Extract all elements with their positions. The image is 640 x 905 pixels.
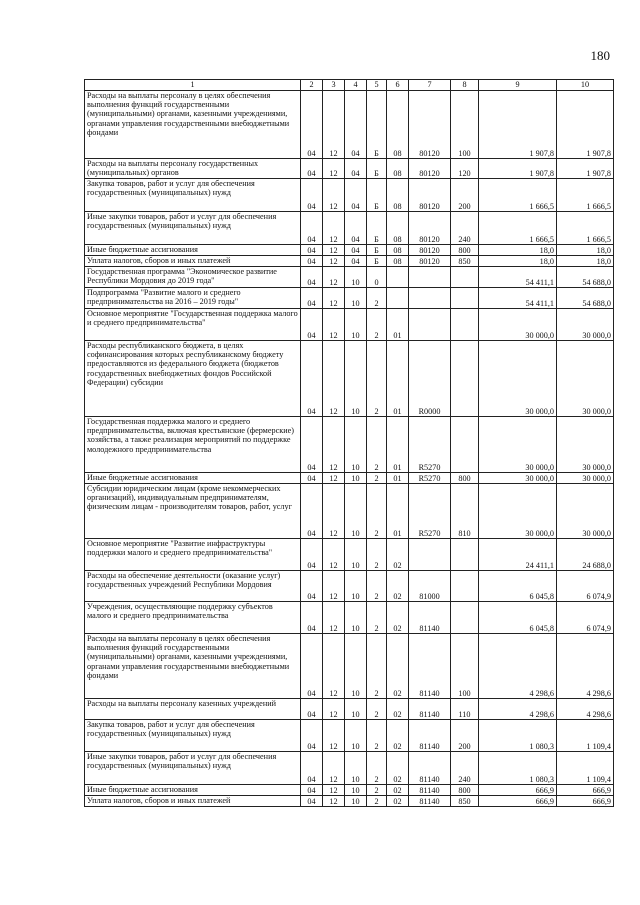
row-name-cell: Уплата налогов, сборов и иных платежей xyxy=(85,796,301,807)
table-row xyxy=(85,785,614,796)
row-value-cell: 04 xyxy=(301,634,323,699)
row-value-cell: 12 xyxy=(323,267,345,288)
table-row xyxy=(85,473,614,484)
table-row xyxy=(85,256,614,267)
row-value-cell: 10 xyxy=(345,484,367,539)
row-name-cell: Государственная поддержка малого и среднего предпринимательства, включая крестьянские (фермерские) хозяйства, а также реализация мероприятий по поддержке молодежного предпринимательства xyxy=(85,417,301,473)
row-value-cell: 04 xyxy=(301,341,323,417)
row-value-cell: R5270 xyxy=(409,484,451,539)
row-name-cell: Расходы на выплаты персоналу государственных (муниципальных) органов xyxy=(85,159,301,179)
row-value-cell: 12 xyxy=(323,417,345,473)
row-value-cell: 80120 xyxy=(409,91,451,159)
row-value-cell: 12 xyxy=(323,309,345,341)
row-value-cell: 02 xyxy=(387,796,409,807)
row-name-cell: Расходы на выплаты персоналу в целях обеспечения выполнения функций государственными (муниципальными) органами, казенными учреждениями, органами управления государственными внебюджетными фондами xyxy=(85,634,301,699)
table-row xyxy=(85,159,614,179)
row-name-cell: Иные закупки товаров, работ и услуг для обеспечения государственных (муниципальных) нужд xyxy=(85,752,301,785)
row-value-cell: 04 xyxy=(345,159,367,179)
row-value-cell: 04 xyxy=(301,796,323,807)
table-row xyxy=(85,752,614,785)
row-name-cell: Иные бюджетные ассигнования xyxy=(85,785,301,796)
row-value-cell: 04 xyxy=(301,267,323,288)
row-value-cell: 30 000,0 xyxy=(479,417,557,473)
row-value-cell: 54 411,1 xyxy=(479,288,557,309)
table-row xyxy=(85,720,614,752)
row-value-cell: 4 298,6 xyxy=(479,699,557,720)
row-name-cell: Закупка товаров, работ и услуг для обеспечения государственных (муниципальных) нужд xyxy=(85,179,301,212)
header-cell: 4 xyxy=(345,80,367,91)
header-cell: 2 xyxy=(301,80,323,91)
row-value-cell xyxy=(409,288,451,309)
table-row xyxy=(85,699,614,720)
row-value-cell: 30 000,0 xyxy=(479,341,557,417)
row-value-cell: 12 xyxy=(323,159,345,179)
row-value-cell: 04 xyxy=(301,212,323,245)
row-value-cell: 1 109,4 xyxy=(557,752,614,785)
row-value-cell: 30 000,0 xyxy=(557,309,614,341)
row-value-cell: 4 298,6 xyxy=(557,634,614,699)
row-value-cell: 12 xyxy=(323,796,345,807)
table-row xyxy=(85,179,614,212)
row-value-cell: 10 xyxy=(345,473,367,484)
row-value-cell: 04 xyxy=(301,309,323,341)
row-value-cell: 10 xyxy=(345,699,367,720)
row-value-cell: 04 xyxy=(345,245,367,256)
table-row xyxy=(85,602,614,634)
row-value-cell: 2 xyxy=(367,602,387,634)
row-name-cell: Расходы республиканского бюджета, в целях софинансирования которых республиканскому бюджету предоставляются из федерального бюджета (бюджетов государственных внебюджетных фондов Российской Федерации) субсидии xyxy=(85,341,301,417)
row-value-cell: Б xyxy=(367,91,387,159)
row-value-cell xyxy=(451,417,479,473)
row-name-cell: Иные закупки товаров, работ и услуг для обеспечения государственных (муниципальных) нужд xyxy=(85,212,301,245)
row-value-cell: 12 xyxy=(323,634,345,699)
row-name-cell: Субсидии юридическим лицам (кроме некоммерческих организаций), индивидуальным предпринимателям, физическим лицам - производителям товаров, работ, услуг xyxy=(85,484,301,539)
row-value-cell: R5270 xyxy=(409,417,451,473)
row-value-cell: 2 xyxy=(367,417,387,473)
row-value-cell xyxy=(451,288,479,309)
row-name-cell: Основное мероприятие "Государственная поддержка малого и среднего предпринимательства" xyxy=(85,309,301,341)
row-value-cell: 666,9 xyxy=(479,796,557,807)
row-value-cell: 12 xyxy=(323,752,345,785)
row-value-cell: 81140 xyxy=(409,602,451,634)
row-value-cell: 30 000,0 xyxy=(557,341,614,417)
row-value-cell: 10 xyxy=(345,267,367,288)
row-value-cell: 666,9 xyxy=(557,785,614,796)
row-value-cell: 04 xyxy=(301,245,323,256)
row-name-cell: Иные бюджетные ассигнования xyxy=(85,245,301,256)
row-value-cell: 04 xyxy=(301,699,323,720)
row-value-cell: 81140 xyxy=(409,634,451,699)
row-value-cell: 30 000,0 xyxy=(557,473,614,484)
row-value-cell: 2 xyxy=(367,720,387,752)
row-value-cell: 1 109,4 xyxy=(557,720,614,752)
row-value-cell: 02 xyxy=(387,785,409,796)
row-value-cell: Б xyxy=(367,212,387,245)
table-body xyxy=(85,91,614,807)
table-row xyxy=(85,309,614,341)
row-value-cell: 54 411,1 xyxy=(479,267,557,288)
row-value-cell: 30 000,0 xyxy=(479,309,557,341)
row-value-cell: 2 xyxy=(367,752,387,785)
row-value-cell: 24 688,0 xyxy=(557,539,614,571)
row-value-cell: 10 xyxy=(345,288,367,309)
row-value-cell xyxy=(409,309,451,341)
table-row xyxy=(85,341,614,417)
row-value-cell: 81140 xyxy=(409,796,451,807)
row-value-cell: 02 xyxy=(387,539,409,571)
row-value-cell: 01 xyxy=(387,341,409,417)
row-value-cell: 04 xyxy=(345,256,367,267)
header-cell: 8 xyxy=(451,80,479,91)
row-value-cell: Б xyxy=(367,179,387,212)
table-row xyxy=(85,484,614,539)
row-value-cell: 04 xyxy=(345,212,367,245)
row-value-cell: 1 907,8 xyxy=(479,91,557,159)
row-value-cell: 80120 xyxy=(409,245,451,256)
table-row xyxy=(85,571,614,602)
row-value-cell: 02 xyxy=(387,571,409,602)
row-name-cell: Расходы на обеспечение деятельности (оказание услуг) государственных учреждений Республики Мордовия xyxy=(85,571,301,602)
header-cell: 1 xyxy=(85,80,301,91)
table-row xyxy=(85,796,614,807)
table-row xyxy=(85,539,614,571)
row-value-cell: 100 xyxy=(451,634,479,699)
row-value-cell: 81140 xyxy=(409,785,451,796)
row-value-cell: 80120 xyxy=(409,212,451,245)
row-value-cell: 02 xyxy=(387,602,409,634)
header-cell: 10 xyxy=(557,80,614,91)
row-value-cell: 240 xyxy=(451,752,479,785)
row-value-cell: Б xyxy=(367,256,387,267)
row-value-cell: 81000 xyxy=(409,571,451,602)
row-value-cell: 30 000,0 xyxy=(479,473,557,484)
row-value-cell: 2 xyxy=(367,539,387,571)
row-value-cell: 12 xyxy=(323,473,345,484)
row-value-cell: 04 xyxy=(301,91,323,159)
row-value-cell: 04 xyxy=(301,785,323,796)
row-value-cell: 18,0 xyxy=(557,256,614,267)
budget-table xyxy=(84,79,614,807)
row-value-cell: 54 688,0 xyxy=(557,267,614,288)
row-value-cell: Б xyxy=(367,159,387,179)
row-value-cell: 01 xyxy=(387,417,409,473)
row-value-cell: 4 298,6 xyxy=(557,699,614,720)
table-header-row xyxy=(85,80,614,91)
row-name-cell: Основное мероприятие "Развитие инфраструктуры поддержки малого и среднего предпринимательства" xyxy=(85,539,301,571)
row-value-cell: 12 xyxy=(323,256,345,267)
row-value-cell: 800 xyxy=(451,245,479,256)
row-value-cell: 2 xyxy=(367,309,387,341)
row-value-cell: 12 xyxy=(323,602,345,634)
row-value-cell: 30 000,0 xyxy=(557,417,614,473)
row-value-cell: 01 xyxy=(387,309,409,341)
row-value-cell: Б xyxy=(367,245,387,256)
row-value-cell: 800 xyxy=(451,785,479,796)
row-value-cell: 04 xyxy=(301,602,323,634)
row-value-cell: 18,0 xyxy=(557,245,614,256)
row-value-cell: 08 xyxy=(387,159,409,179)
row-value-cell: 04 xyxy=(345,91,367,159)
row-value-cell: 81140 xyxy=(409,699,451,720)
row-value-cell: 10 xyxy=(345,634,367,699)
header-cell: 9 xyxy=(479,80,557,91)
row-value-cell: 08 xyxy=(387,256,409,267)
row-value-cell: 04 xyxy=(301,179,323,212)
header-cell: 7 xyxy=(409,80,451,91)
table-row xyxy=(85,245,614,256)
row-value-cell: 2 xyxy=(367,785,387,796)
row-value-cell xyxy=(387,267,409,288)
header-cell: 6 xyxy=(387,80,409,91)
row-value-cell: 666,9 xyxy=(479,785,557,796)
row-value-cell: 08 xyxy=(387,245,409,256)
row-value-cell: 30 000,0 xyxy=(479,484,557,539)
row-value-cell: 12 xyxy=(323,571,345,602)
row-value-cell xyxy=(409,539,451,571)
row-value-cell: 2 xyxy=(367,484,387,539)
row-value-cell: 1 080,3 xyxy=(479,720,557,752)
row-value-cell: 81140 xyxy=(409,720,451,752)
row-value-cell: 200 xyxy=(451,720,479,752)
row-value-cell: 80120 xyxy=(409,179,451,212)
row-value-cell: 08 xyxy=(387,179,409,212)
row-value-cell: 12 xyxy=(323,720,345,752)
row-value-cell: 12 xyxy=(323,245,345,256)
table-row xyxy=(85,267,614,288)
row-value-cell: 12 xyxy=(323,539,345,571)
row-value-cell: 12 xyxy=(323,212,345,245)
row-value-cell: 01 xyxy=(387,473,409,484)
row-value-cell xyxy=(387,288,409,309)
table-row xyxy=(85,91,614,159)
row-value-cell: R5270 xyxy=(409,473,451,484)
row-value-cell: 810 xyxy=(451,484,479,539)
row-value-cell: 30 000,0 xyxy=(557,484,614,539)
row-value-cell xyxy=(451,309,479,341)
row-value-cell: 02 xyxy=(387,752,409,785)
row-value-cell: 01 xyxy=(387,484,409,539)
row-value-cell: 10 xyxy=(345,602,367,634)
row-value-cell xyxy=(451,341,479,417)
row-value-cell: 1 907,8 xyxy=(557,159,614,179)
row-value-cell: 6 045,8 xyxy=(479,602,557,634)
row-name-cell: Закупка товаров, работ и услуг для обеспечения государственных (муниципальных) нужд xyxy=(85,720,301,752)
table-row xyxy=(85,634,614,699)
row-value-cell: 10 xyxy=(345,785,367,796)
row-value-cell: 04 xyxy=(301,484,323,539)
row-value-cell: 12 xyxy=(323,288,345,309)
row-value-cell: 2 xyxy=(367,341,387,417)
header-cell: 5 xyxy=(367,80,387,91)
row-value-cell: 04 xyxy=(345,179,367,212)
row-value-cell: 08 xyxy=(387,91,409,159)
row-value-cell: 6 045,8 xyxy=(479,571,557,602)
row-value-cell: 10 xyxy=(345,796,367,807)
row-value-cell xyxy=(451,539,479,571)
row-name-cell: Расходы на выплаты персоналу в целях обеспечения выполнения функций государственными (муниципальными) органами, казенными учреждениями, органами управления государственными внебюджетными фондами xyxy=(85,91,301,159)
row-value-cell: 24 411,1 xyxy=(479,539,557,571)
row-value-cell: 2 xyxy=(367,473,387,484)
row-value-cell: 04 xyxy=(301,288,323,309)
row-value-cell xyxy=(409,267,451,288)
row-value-cell: 81140 xyxy=(409,752,451,785)
row-value-cell: 04 xyxy=(301,159,323,179)
row-value-cell: 04 xyxy=(301,256,323,267)
row-value-cell: R0000 xyxy=(409,341,451,417)
row-value-cell: 02 xyxy=(387,720,409,752)
table-row xyxy=(85,417,614,473)
row-value-cell xyxy=(451,267,479,288)
row-value-cell: 2 xyxy=(367,796,387,807)
row-value-cell: 850 xyxy=(451,796,479,807)
row-value-cell: 2 xyxy=(367,634,387,699)
row-value-cell: 10 xyxy=(345,539,367,571)
row-value-cell: 2 xyxy=(367,699,387,720)
row-value-cell: 100 xyxy=(451,91,479,159)
row-value-cell: 666,9 xyxy=(557,796,614,807)
row-name-cell: Подпрограмма "Развитие малого и среднего предпринимательства на 2016 – 2019 годы" xyxy=(85,288,301,309)
row-value-cell: 04 xyxy=(301,473,323,484)
row-name-cell: Учреждения, осуществляющие поддержку субъектов малого и среднего предпринимательства xyxy=(85,602,301,634)
row-value-cell: 12 xyxy=(323,91,345,159)
row-value-cell: 1 907,8 xyxy=(557,91,614,159)
row-value-cell: 10 xyxy=(345,720,367,752)
row-value-cell: 1 666,5 xyxy=(557,179,614,212)
row-value-cell: 54 688,0 xyxy=(557,288,614,309)
row-value-cell: 0 xyxy=(367,267,387,288)
row-value-cell: 6 074,9 xyxy=(557,571,614,602)
row-value-cell: 80120 xyxy=(409,256,451,267)
table-row xyxy=(85,288,614,309)
row-value-cell: 800 xyxy=(451,473,479,484)
row-value-cell: 04 xyxy=(301,417,323,473)
row-value-cell: 12 xyxy=(323,785,345,796)
row-value-cell: 2 xyxy=(367,571,387,602)
row-value-cell xyxy=(451,571,479,602)
row-value-cell: 18,0 xyxy=(479,256,557,267)
row-value-cell: 1 666,5 xyxy=(479,179,557,212)
row-value-cell: 850 xyxy=(451,256,479,267)
row-value-cell: 02 xyxy=(387,634,409,699)
row-value-cell: 02 xyxy=(387,699,409,720)
row-value-cell: 10 xyxy=(345,309,367,341)
row-name-cell: Уплата налогов, сборов и иных платежей xyxy=(85,256,301,267)
row-value-cell: 240 xyxy=(451,212,479,245)
row-name-cell: Государственная программа "Экономическое развитие Республики Мордовия до 2019 года" xyxy=(85,267,301,288)
header-cell: 3 xyxy=(323,80,345,91)
row-value-cell: 10 xyxy=(345,752,367,785)
row-value-cell: 08 xyxy=(387,212,409,245)
row-value-cell: 1 080,3 xyxy=(479,752,557,785)
row-value-cell: 200 xyxy=(451,179,479,212)
row-value-cell: 12 xyxy=(323,179,345,212)
row-value-cell: 6 074,9 xyxy=(557,602,614,634)
row-value-cell: 110 xyxy=(451,699,479,720)
row-value-cell: 12 xyxy=(323,484,345,539)
row-value-cell: 2 xyxy=(367,288,387,309)
row-value-cell: 12 xyxy=(323,341,345,417)
row-value-cell: 1 666,5 xyxy=(479,212,557,245)
row-value-cell: 04 xyxy=(301,571,323,602)
row-value-cell: 80120 xyxy=(409,159,451,179)
row-name-cell: Иные бюджетные ассигнования xyxy=(85,473,301,484)
row-value-cell: 04 xyxy=(301,752,323,785)
row-value-cell: 04 xyxy=(301,539,323,571)
row-value-cell: 10 xyxy=(345,341,367,417)
row-value-cell: 04 xyxy=(301,720,323,752)
row-value-cell: 10 xyxy=(345,571,367,602)
row-value-cell: 120 xyxy=(451,159,479,179)
row-name-cell: Расходы на выплаты персоналу казенных учреждений xyxy=(85,699,301,720)
row-value-cell: 4 298,6 xyxy=(479,634,557,699)
table-row xyxy=(85,212,614,245)
page-number: 180 xyxy=(590,48,610,63)
row-value-cell: 10 xyxy=(345,417,367,473)
row-value-cell: 1 666,5 xyxy=(557,212,614,245)
row-value-cell xyxy=(451,602,479,634)
row-value-cell: 1 907,8 xyxy=(479,159,557,179)
row-value-cell: 12 xyxy=(323,699,345,720)
row-value-cell: 18,0 xyxy=(479,245,557,256)
